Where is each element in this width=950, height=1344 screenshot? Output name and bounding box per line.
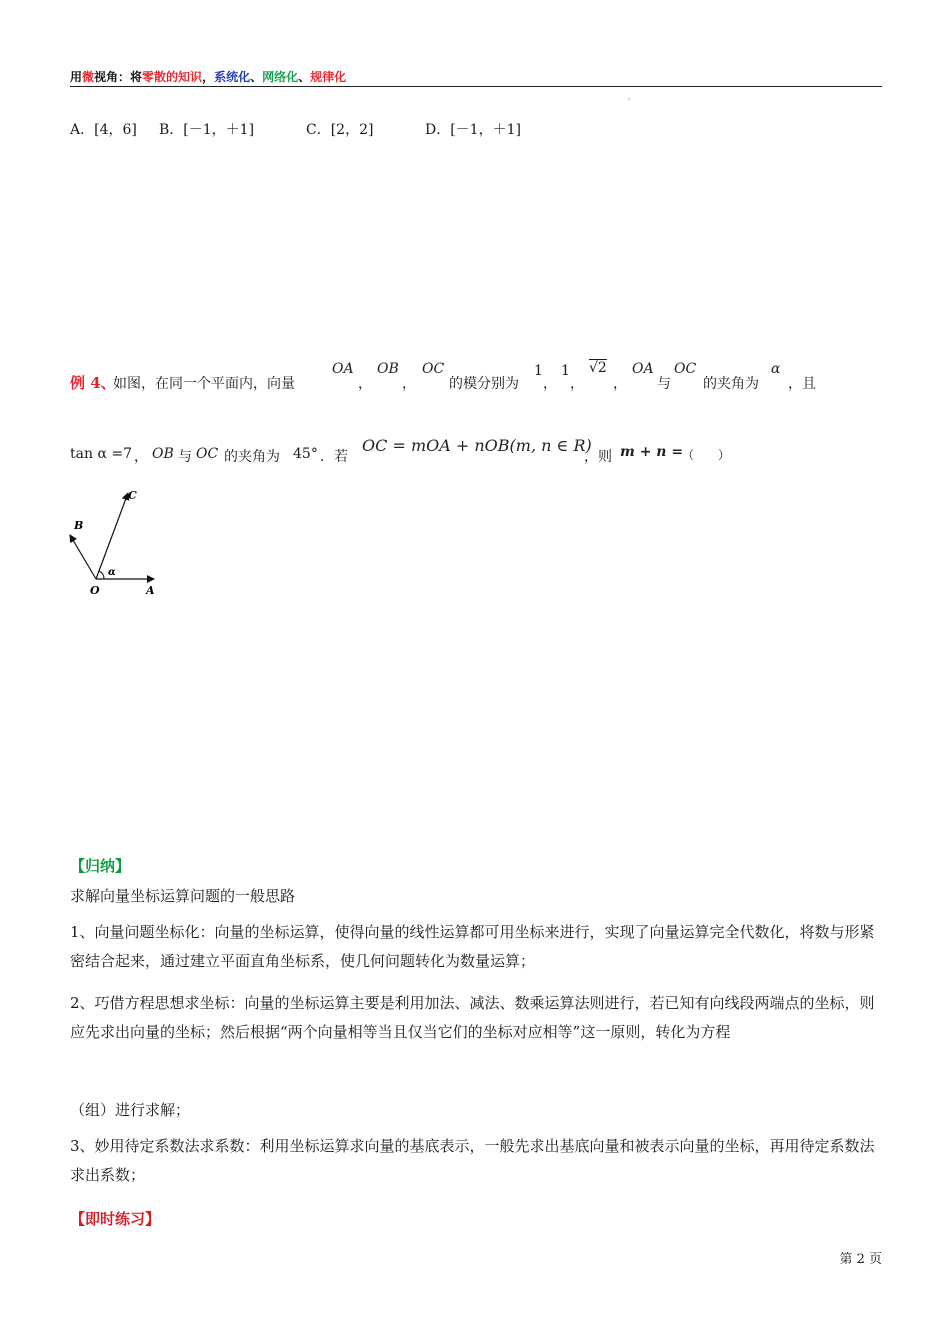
example-text: ．若 xyxy=(320,449,348,465)
separator: ， xyxy=(543,376,557,392)
vector-oa: OA xyxy=(332,361,354,377)
example-text: 与 xyxy=(178,449,192,465)
example-text: ，且 xyxy=(788,376,816,392)
example-text: 如图，在同一个平面内，向量 xyxy=(113,376,295,392)
header-text: 用 xyxy=(70,70,83,84)
header-divider xyxy=(70,86,882,87)
example-text: 的模分别为 xyxy=(449,376,519,392)
header-text: 规律化 xyxy=(310,70,347,84)
separator: ， xyxy=(613,376,627,392)
summary-item-2: 2、巧借方程思想求坐标：向量的坐标运算主要是利用加法、减法、数乘运算法则进行，若已知有向线段两端点的坐标，则应先求出向量的坐标；然后根据“两个向量相等当且仅当它们的坐标对应相等”这一原则，转化为方程 xyxy=(70,994,875,1041)
separator: ， xyxy=(570,376,584,392)
practice-heading: 【即时练习】 xyxy=(70,1210,161,1228)
header-text: 零散的知识 xyxy=(142,70,203,84)
mn-expression: m + n = xyxy=(620,444,684,460)
header-text: 、 xyxy=(250,70,263,84)
option-b: B．[－1，＋1] xyxy=(159,122,255,138)
example-label: 例 4、 xyxy=(70,374,116,392)
example-text: 的夹角为 xyxy=(224,449,280,465)
label-c: C xyxy=(128,489,137,502)
summary-intro: 求解向量坐标运算问题的一般思路 xyxy=(70,887,296,905)
vector-figure xyxy=(60,485,170,604)
header-text: 、 xyxy=(298,70,311,84)
angle-45: 45° xyxy=(293,446,318,462)
vector-oc: OC xyxy=(422,361,445,377)
header-text: 视角：将 xyxy=(94,70,143,84)
example-text: ，则 xyxy=(584,449,612,465)
angle-arc xyxy=(99,571,104,579)
label-alpha: α xyxy=(108,567,116,578)
example-text: 与 xyxy=(657,376,671,392)
label-o: O xyxy=(90,584,100,597)
vector-diagram xyxy=(60,485,170,600)
label-a: A xyxy=(146,584,155,597)
header-text: ， xyxy=(202,70,215,84)
vector-oc: OC xyxy=(674,361,697,377)
magnitude-value: 1 xyxy=(561,363,570,379)
vector-ob-line xyxy=(70,535,96,579)
vector-ob: OB xyxy=(152,446,174,462)
vector-equation: OC = mOA + nOB(m, n ∈ R) xyxy=(362,436,592,455)
answer-blank: （ ） xyxy=(682,448,731,462)
summary-heading: 【归纳】 xyxy=(70,857,131,875)
label-b: B xyxy=(74,519,84,532)
option-d: D．[－1，＋1] xyxy=(425,122,521,138)
separator: ， xyxy=(134,449,148,465)
summary-item-2-cont: （组）进行求解； xyxy=(70,1101,191,1119)
magnitude-sqrt2: √2 xyxy=(589,360,607,376)
option-c: C．[2，2] xyxy=(306,122,374,138)
option-a: A．[4，6] xyxy=(70,122,137,138)
page-number: 第 2 页 xyxy=(839,1252,882,1267)
example-text: 的夹角为 xyxy=(703,376,759,392)
angle-alpha: α xyxy=(771,361,781,377)
magnitude-value: 1 xyxy=(534,363,543,379)
summary-item-3: 3、妙用待定系数法求系数：利用坐标运算求向量的基底表示，一般先求出基底向量和被表示向量的坐标，再用待定系数法求出系数； xyxy=(70,1137,875,1184)
page-header xyxy=(70,68,346,85)
header-text: 网络化 xyxy=(262,70,299,84)
vector-oc: OC xyxy=(196,446,219,462)
separator: ， xyxy=(358,376,372,392)
stray-mark: ' xyxy=(628,97,631,106)
header-text: 微 xyxy=(82,70,95,84)
separator: ， xyxy=(402,376,416,392)
header-text: 系统化 xyxy=(214,70,251,84)
summary-item-1: 1、向量问题坐标化：向量的坐标运算，使得向量的线性运算都可用坐标来进行，实现了向量运算完全代数化，将数与形紧密结合起来，通过建立平面直角坐标系，使几何问题转化为数量运算； xyxy=(70,923,875,970)
vector-ob: OB xyxy=(377,361,399,377)
tan-condition: tan α =7 xyxy=(70,446,132,462)
vector-oa: OA xyxy=(632,361,654,377)
